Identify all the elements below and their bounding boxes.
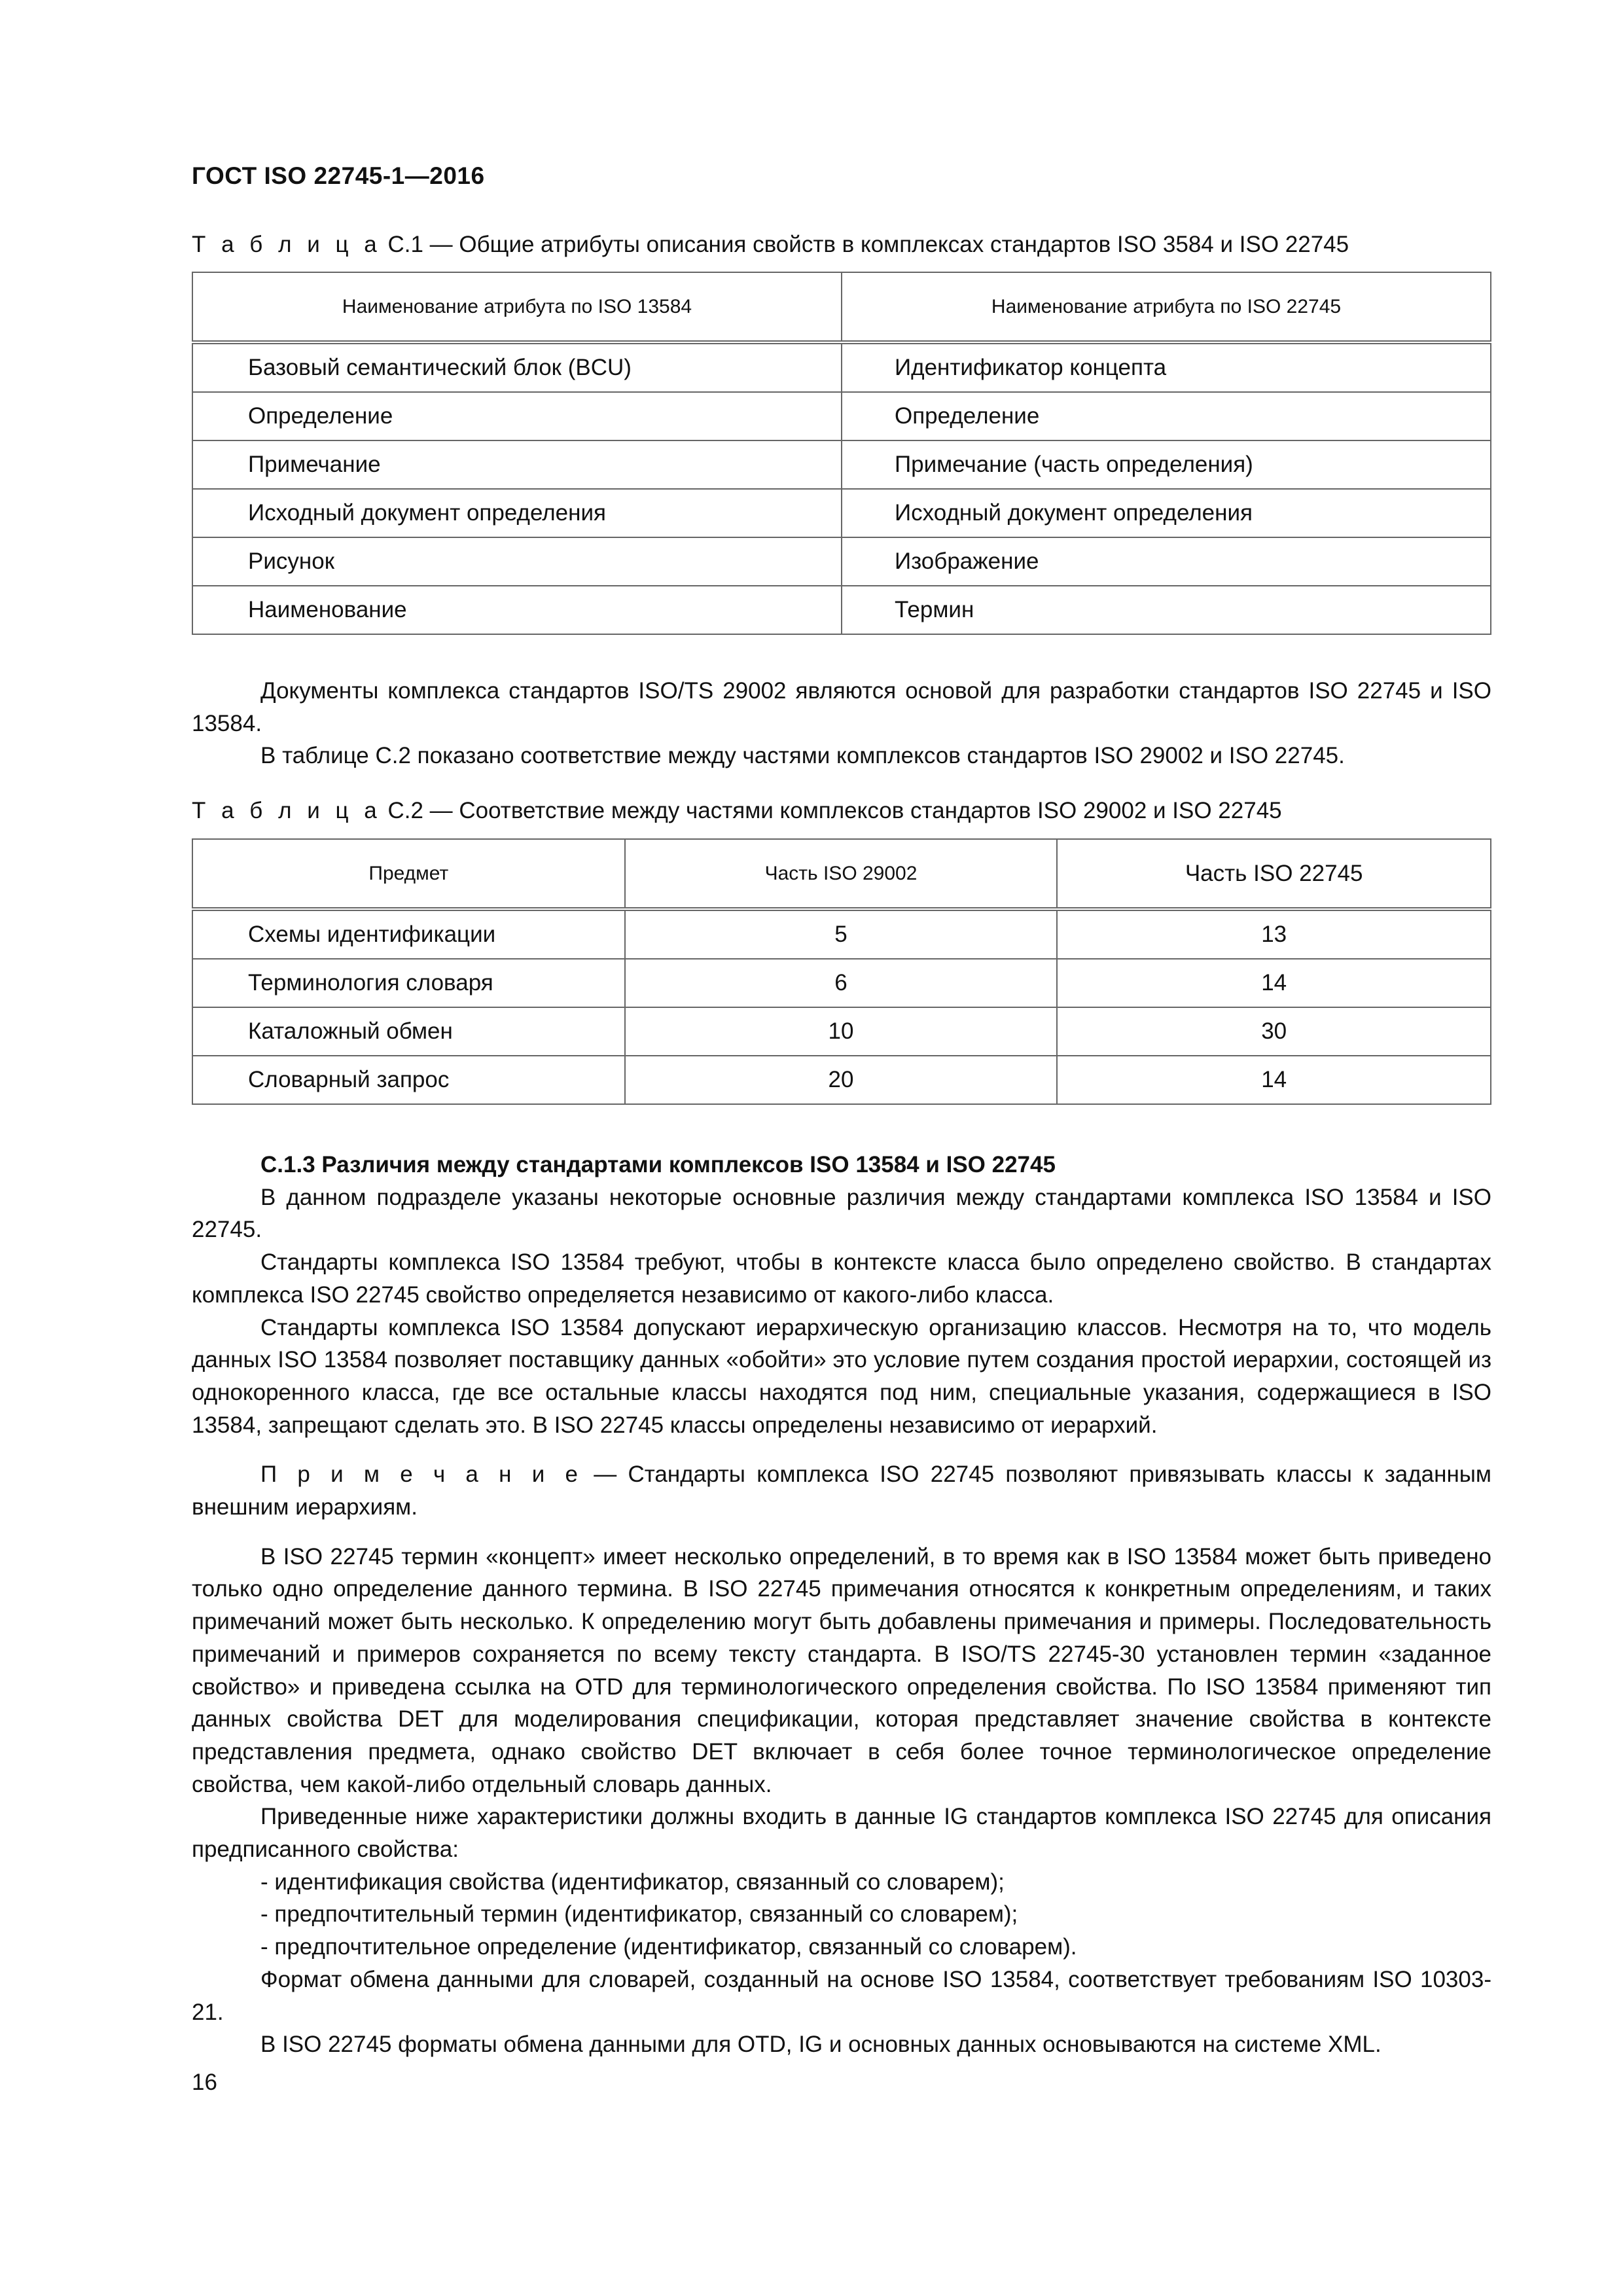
table-cell: Каталожный обмен [192, 1007, 625, 1056]
table-cell: 14 [1057, 959, 1491, 1007]
table-cell: 30 [1057, 1007, 1491, 1056]
table-cell: Исходный документ определения [842, 489, 1491, 537]
table-c2 [192, 838, 1491, 1105]
table-row [192, 1007, 1491, 1056]
table-c1-header-13584: Наименование атрибута по ISO 13584 [192, 272, 842, 342]
table-cell: Наименование [192, 586, 842, 634]
table-cell: 5 [625, 909, 1058, 959]
table-c2-caption-prefix: Т а б л и ц а [192, 798, 382, 823]
table-c2-caption-text: С.2 — Соответствие между частями комплексов стандартов ISO 29002 и ISO 22745 [381, 798, 1282, 823]
list-item: - идентификация свойства (идентификатор, связанный со словарем); [260, 1869, 1005, 1895]
table-cell: Примечание (часть определения) [842, 440, 1491, 489]
section-heading: С.1.3 Различия между стандартами комплексов ISO 13584 и ISO 22745 [260, 1152, 1056, 1177]
note-text: — Стандарты комплекса ISO 22745 позволяют привязывать классы к заданным внешним иерархиям. [192, 1462, 1491, 1520]
page-number: 16 [192, 2070, 217, 2095]
paragraph: В ISO 22745 термин «концепт» имеет несколько определений, в то время как в ISO 13584 может быть приведено только одно определение данного термина. В ISO 22745 примечания относятся к конкретным определениям, и таких примечаний может быть несколько. К определению могут быть добавлены примечания и примеры. Последовательность примечаний и примеров сохраняется по всему тексту стандарта. В ISO/TS 22745-30 установлен термин «заданное свойство» и приведена ссылка на OTD для терминологического определения свойства. По ISO 13584 применяют тип данных свойства DET для моделирования спецификации, которая представляет значение свойства в контексте представления предмета, однако свойство DET включает в себя более точное терминологическое определение свойства, чем какой-либо отдельный словарь данных. [192, 1543, 1491, 1797]
paragraph: Стандарты комплекса ISO 13584 допускают иерархическую организацию классов. Несмотря на то, что модель данных ISO 13584 позволяет поставщику данных «обойти» это условие путем создания простой иерархии, состоящей из однокоренного класса, где все остальные классы находятся под ним, специальные указания, содержащиеся в ISO 13584, запрещают сделать это. В ISO 22745 классы определены независимо от иерархий. [192, 1314, 1491, 1438]
table-row [192, 537, 1491, 586]
table-cell: Термин [842, 586, 1491, 634]
table-c2-header-22745: Часть ISO 22745 [1057, 839, 1491, 909]
table-cell: Изображение [842, 537, 1491, 586]
table-cell: Терминология словаря [192, 959, 625, 1007]
table-c2-header-subject: Предмет [192, 839, 625, 909]
table-c1-header-row [192, 272, 1491, 342]
paragraph: Документы комплекса стандартов ISO/TS 29002 являются основой для разработки стандартов ISO 22745 и ISO 13584. [192, 678, 1491, 736]
table-c2-caption [192, 797, 1282, 825]
table-cell: Схемы идентификации [192, 909, 625, 959]
table-c2-header-row [192, 839, 1491, 909]
note-label: П р и м е ч а н и е [260, 1462, 582, 1488]
table-cell: Исходный документ определения [192, 489, 842, 537]
document-header: ГОСТ ISO 22745-1—2016 [192, 162, 485, 189]
paragraph: В таблице С.2 показано соответствие между частями комплексов стандартов ISO 29002 и ISO 22745. [260, 743, 1345, 769]
table-cell: 14 [1057, 1056, 1491, 1104]
table-row [192, 440, 1491, 489]
table-c1-caption [192, 230, 1349, 259]
paragraph: В ISO 22745 форматы обмена данными для OTD, IG и основных данных основываются на системе XML. [260, 2032, 1382, 2058]
table-row [192, 392, 1491, 440]
paragraph: В данном подразделе указаны некоторые основные различия между стандартами комплекса ISO 13584 и ISO 22745. [192, 1184, 1491, 1243]
table-row [192, 909, 1491, 959]
table-cell: Идентификатор концепта [842, 342, 1491, 392]
table-row [192, 1056, 1491, 1104]
paragraph: Стандарты комплекса ISO 13584 требуют, чтобы в контексте класса было определено свойство. В стандартах комплекса ISO 22745 свойство определяется независимо от какого-либо класса. [192, 1249, 1491, 1308]
table-cell: 10 [625, 1007, 1058, 1056]
section-c13 [192, 1149, 1491, 2061]
table-row [192, 959, 1491, 1007]
table-cell: Определение [192, 392, 842, 440]
table-c1-caption-prefix: Т а б л и ц а [192, 232, 382, 257]
table-c2-header-29002: Часть ISO 29002 [625, 839, 1058, 909]
list-item: - предпочтительный термин (идентификатор, связанный со словарем); [260, 1901, 1018, 1928]
table-cell: Словарный запрос [192, 1056, 625, 1104]
table-c1 [192, 272, 1491, 635]
table-cell: 20 [625, 1056, 1058, 1104]
table-row [192, 489, 1491, 537]
table-cell: 13 [1057, 909, 1491, 959]
paragraph: Приведенные ниже характеристики должны входить в данные IG стандартов комплекса ISO 22745 для описания предписанного свойства: [192, 1804, 1491, 1863]
table-row [192, 342, 1491, 392]
table-row [192, 586, 1491, 634]
table-cell: 6 [625, 959, 1058, 1007]
intro-text [192, 675, 1491, 772]
note-paragraph [192, 1458, 1491, 1523]
table-cell: Базовый семантический блок (BCU) [192, 342, 842, 392]
paragraph: Формат обмена данными для словарей, созданный на основе ISO 13584, соответствует требованиям ISO 10303-21. [192, 1966, 1491, 2025]
table-cell: Определение [842, 392, 1491, 440]
list-item: - предпочтительное определение (идентификатор, связанный со словарем). [260, 1934, 1077, 1960]
table-c1-caption-text: С.1 — Общие атрибуты описания свойств в комплексах стандартов ISO 3584 и ISO 22745 [381, 232, 1349, 257]
table-cell: Рисунок [192, 537, 842, 586]
table-cell: Примечание [192, 440, 842, 489]
table-c1-header-22745: Наименование атрибута по ISO 22745 [842, 272, 1491, 342]
